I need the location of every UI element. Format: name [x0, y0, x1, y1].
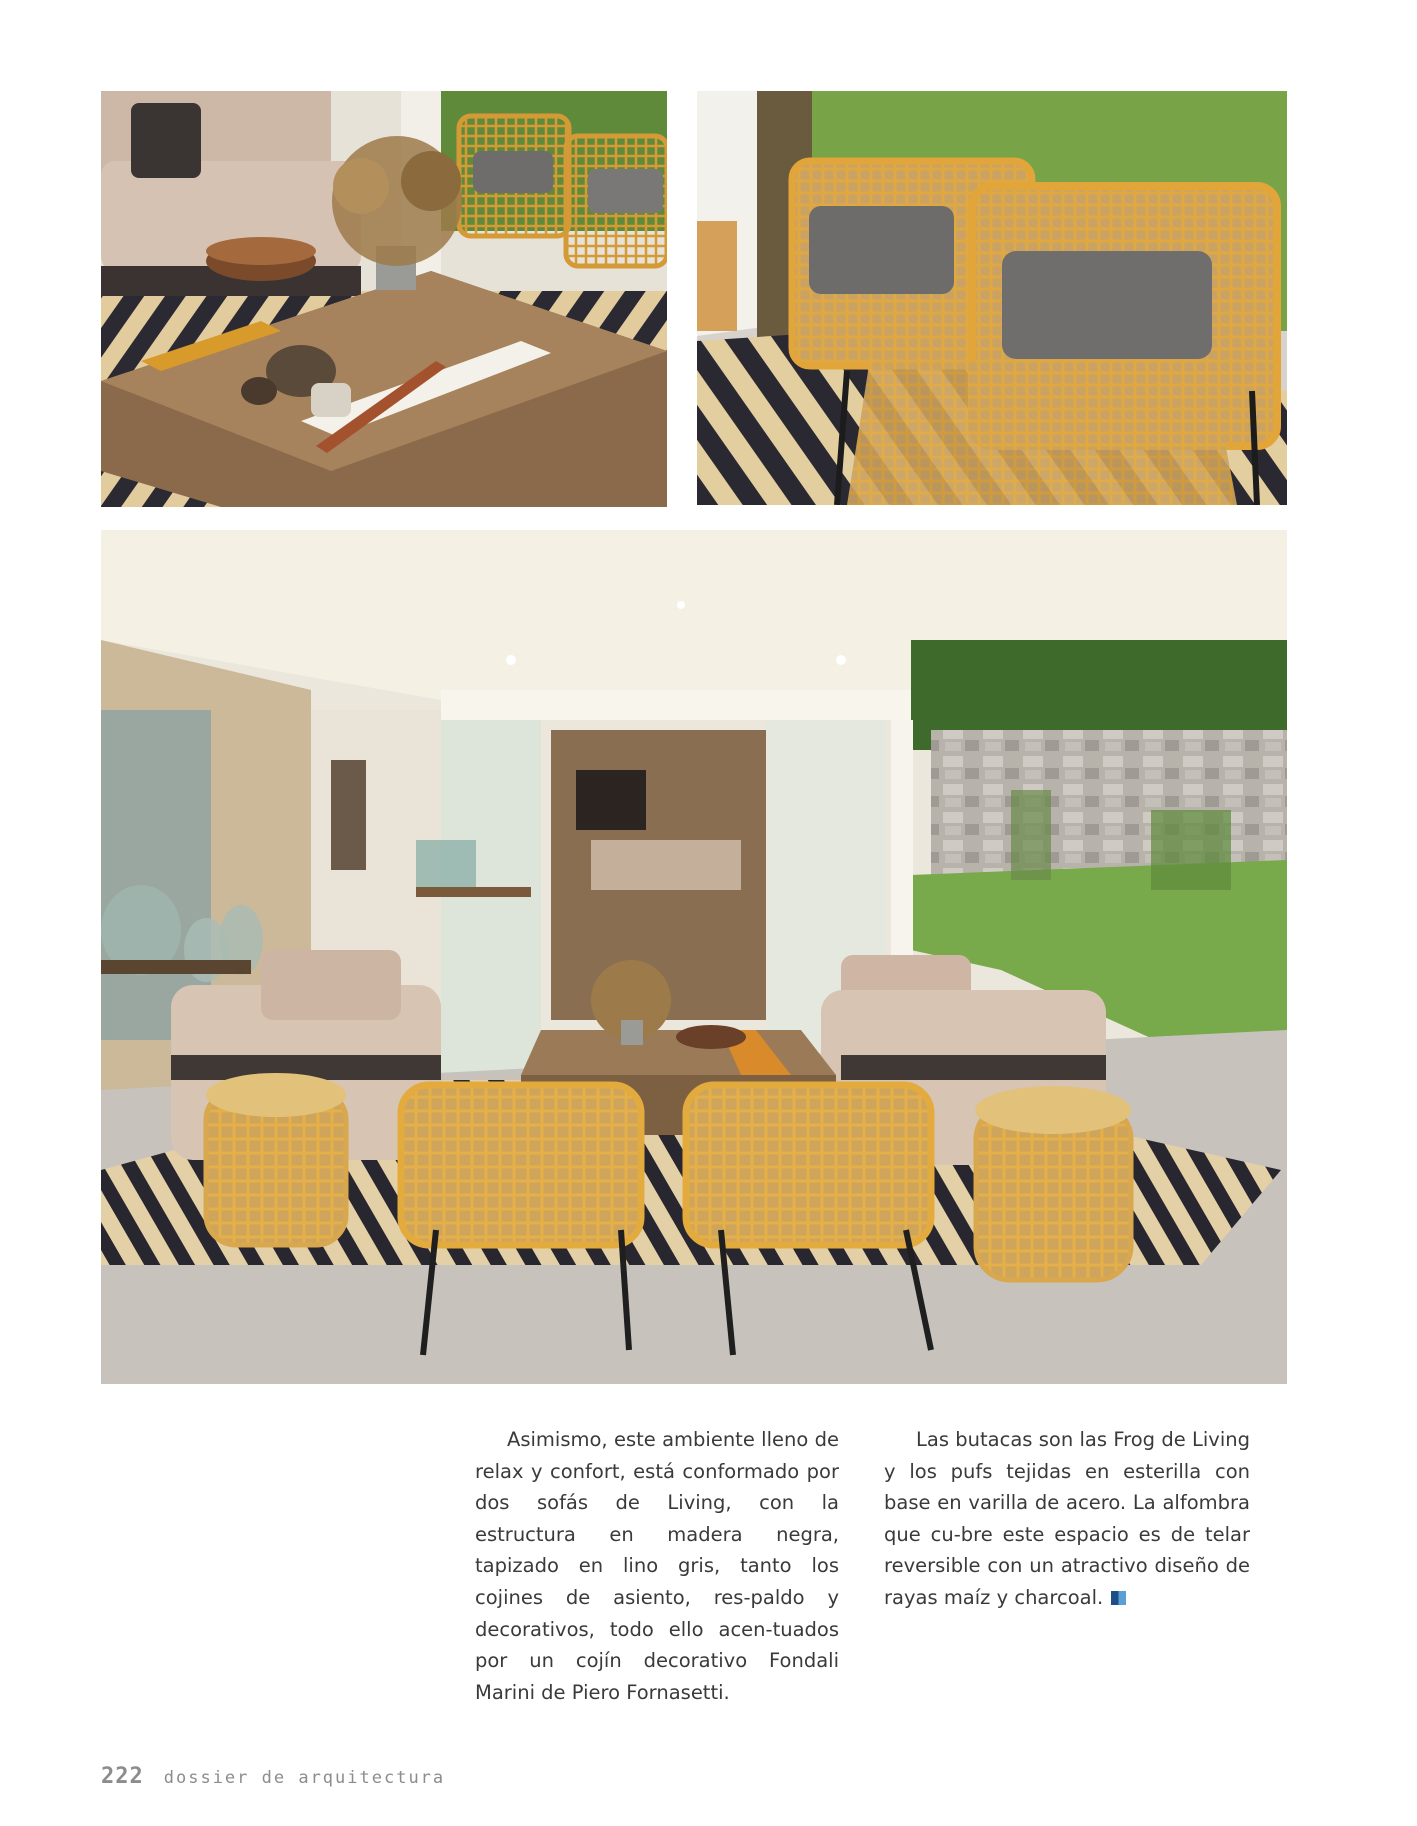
- article-paragraph-right-text: Las butacas son las Frog de Living y los pufs tejidas en esterilla con base en varilla de acero. La alfombra que cu-bre este espacio es de telar reversible con un atractivo diseño de rayas maíz y charcoal.: [884, 1428, 1250, 1609]
- publication-name: dossier de arquitectura: [163, 1768, 446, 1788]
- rattan-chairs-photo: [697, 91, 1287, 505]
- article-column-right: [884, 1424, 1250, 1614]
- terrace-lounge-photo: [101, 530, 1287, 1384]
- article-paragraph-left: Asimismo, este ambiente lleno de relax y confort, está conformado por dos sofás de Living, con la estructura en madera negra, tapizado en lino gris, tanto los cojines de asiento, res-paldo y decorativos, todo ello acen-tuados por un cojín decorativo Fondali Marini de Piero Fornasetti.: [475, 1428, 839, 1704]
- article-column-left: [475, 1424, 839, 1708]
- page-number: 222: [101, 1764, 144, 1789]
- end-of-article-icon: [1111, 1591, 1126, 1605]
- article-paragraph-right: [884, 1424, 1250, 1614]
- page-folio: [101, 1764, 445, 1794]
- coffee-table-photo: [101, 91, 667, 507]
